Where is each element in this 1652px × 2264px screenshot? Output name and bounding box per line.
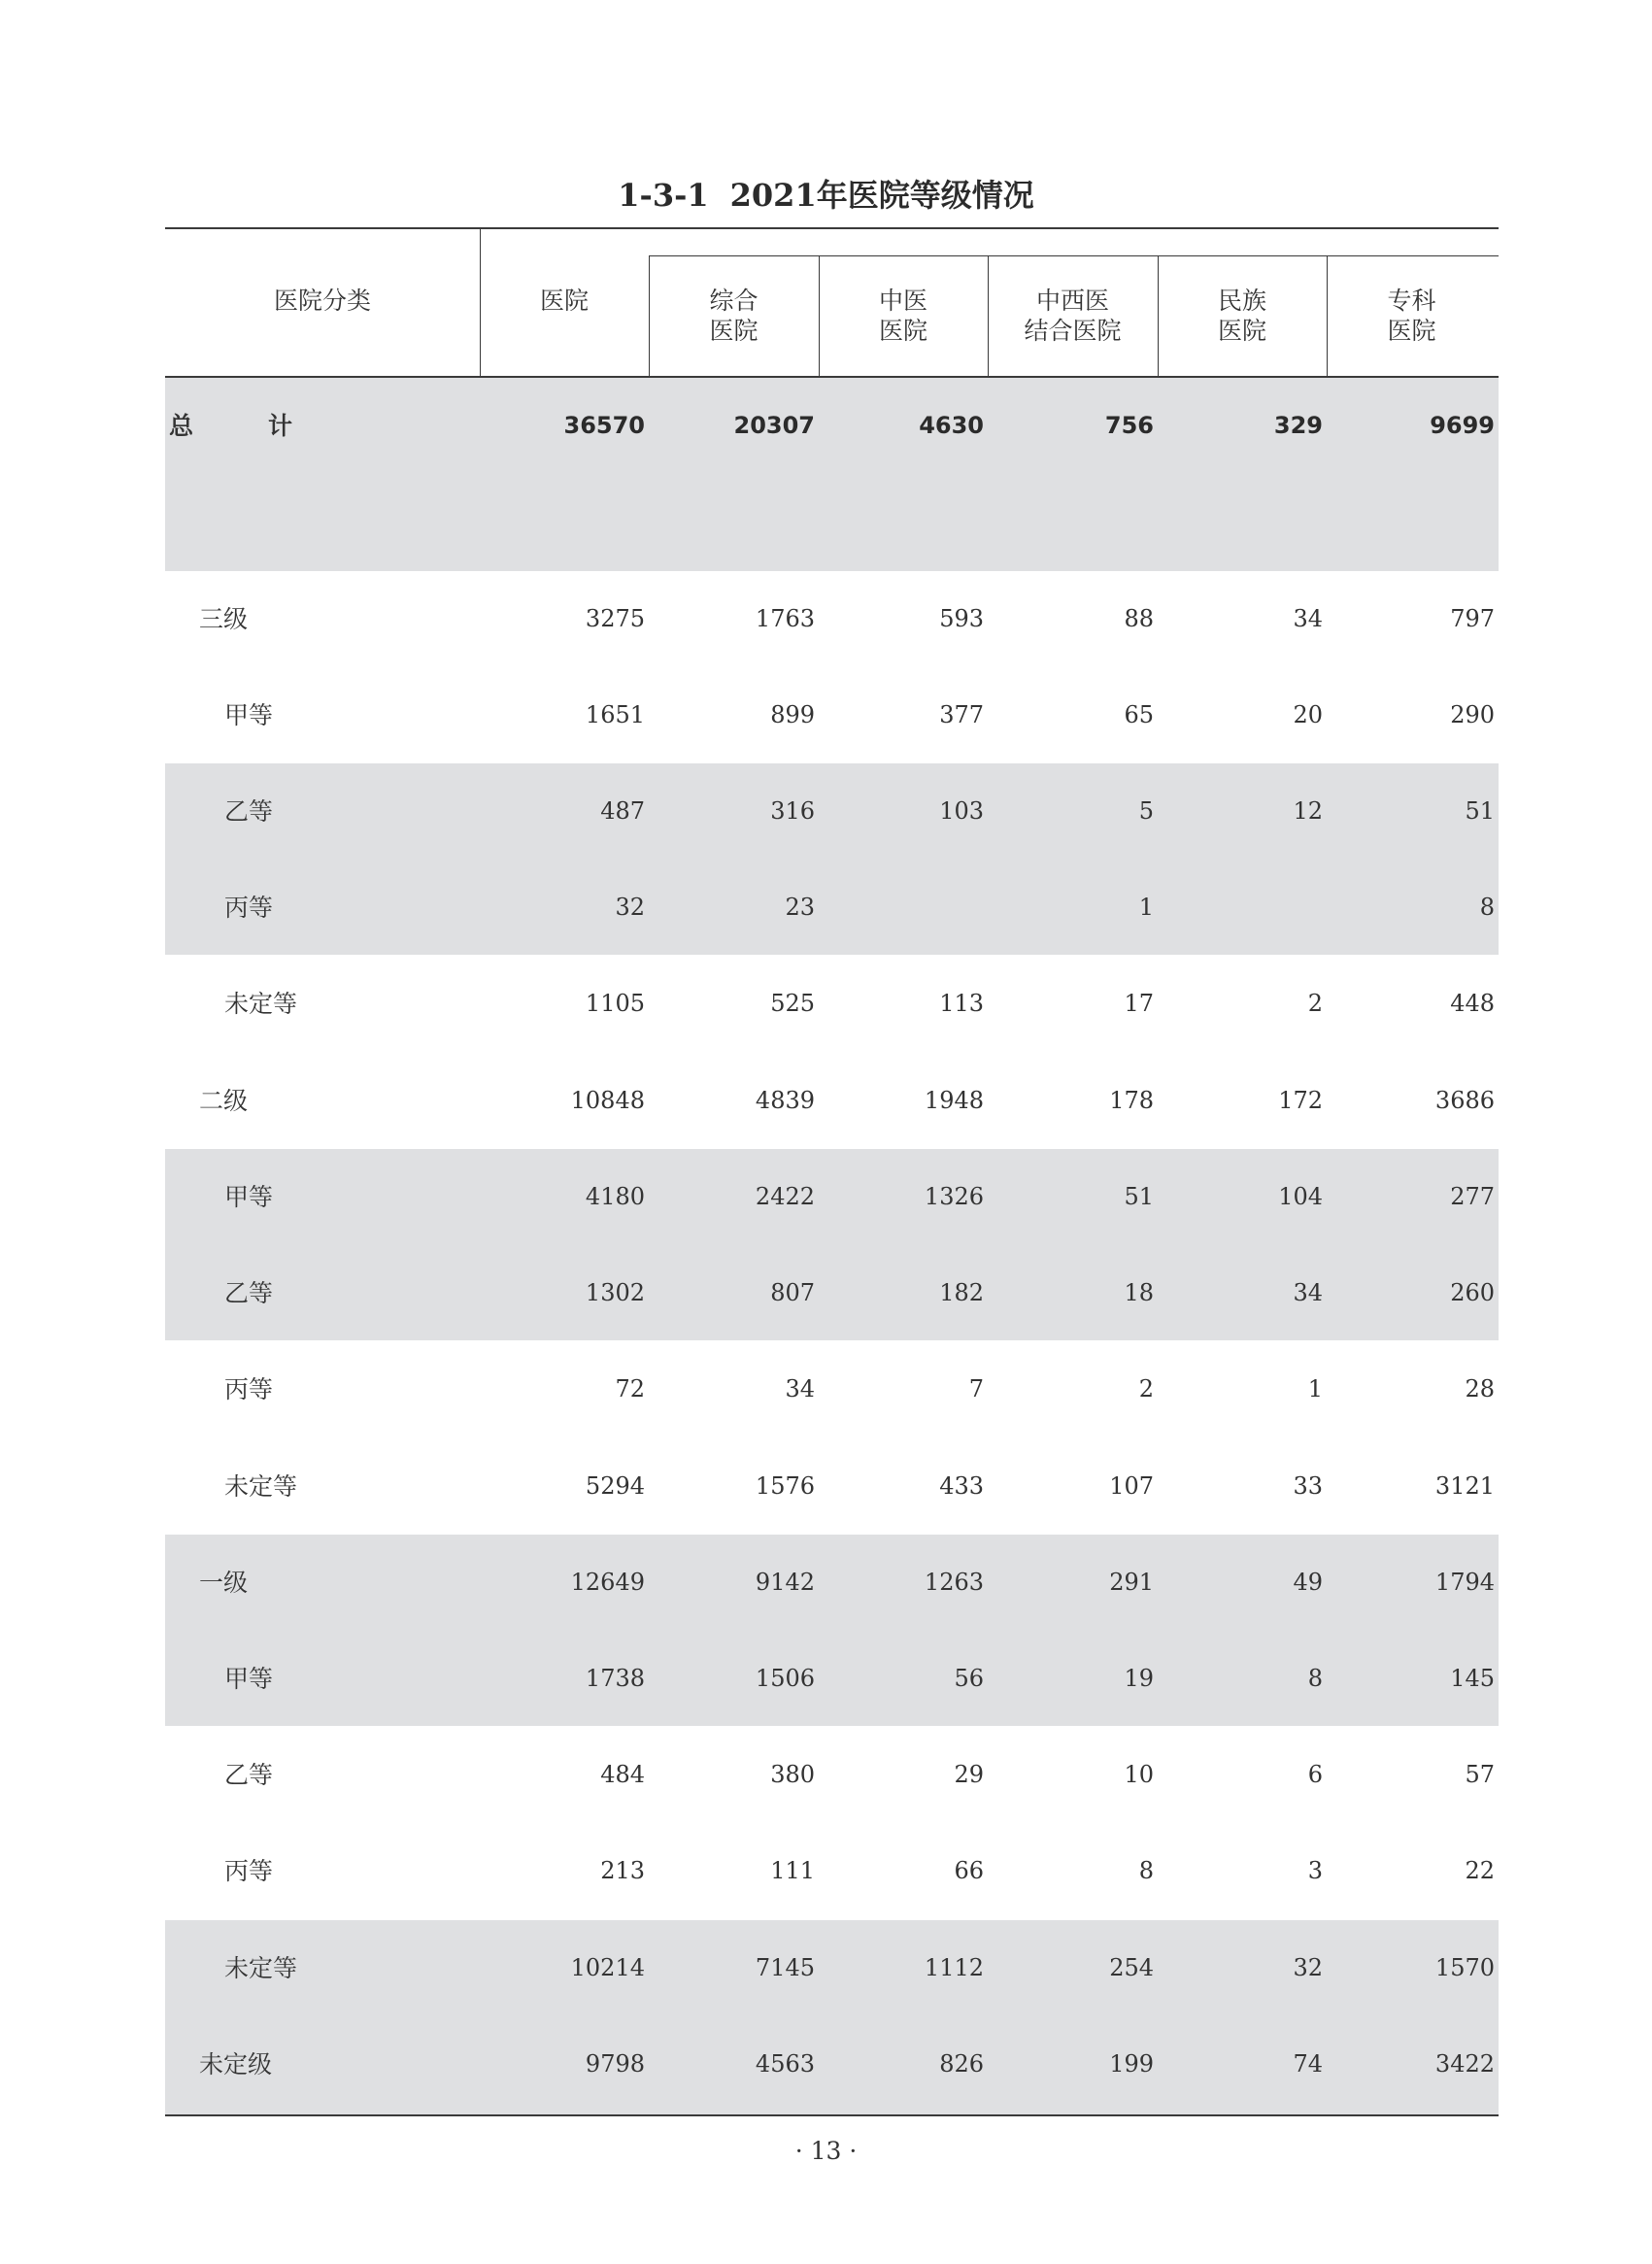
column-group-rule xyxy=(649,255,1499,256)
row-label: 乙等 xyxy=(224,1761,274,1789)
table-cell: 290 xyxy=(1450,701,1495,728)
table-cell: 377 xyxy=(939,701,984,728)
header-column-line: 民族 xyxy=(1217,287,1266,315)
table-cell: 113 xyxy=(939,990,984,1017)
table-cell: 260 xyxy=(1450,1279,1495,1306)
table-cell: 1 xyxy=(1138,894,1154,921)
table-cell: 4839 xyxy=(755,1087,815,1114)
table-cell: 4630 xyxy=(919,412,984,439)
row-label: 三级 xyxy=(199,605,249,633)
header-category: 医院分类 xyxy=(273,287,371,315)
header-column-line: 专科 xyxy=(1387,287,1436,315)
row-label: 甲等 xyxy=(224,1665,274,1693)
table-cell: 826 xyxy=(939,2050,984,2078)
table-cell: 2 xyxy=(1307,990,1323,1017)
table-cell: 448 xyxy=(1450,990,1495,1017)
table-row xyxy=(165,1727,1499,1823)
table-cell: 36570 xyxy=(563,412,645,439)
table-cell: 182 xyxy=(939,1279,984,1306)
table-cell: 17 xyxy=(1124,990,1154,1017)
table-row xyxy=(165,1053,1499,1149)
header-column-line: 综合 xyxy=(709,287,759,315)
row-label: 丙等 xyxy=(224,1375,274,1403)
row-label: 丙等 xyxy=(224,1857,274,1885)
table-cell: 65 xyxy=(1124,701,1154,728)
row-label: 甲等 xyxy=(224,1183,274,1211)
table-row xyxy=(165,1631,1499,1727)
header-column-line: 医院 xyxy=(1387,317,1436,345)
table-cell: 9699 xyxy=(1430,412,1495,439)
header-column-line: 中医 xyxy=(878,287,927,315)
header-column-line: 医院 xyxy=(878,317,927,345)
table-cell: 29 xyxy=(954,1761,984,1788)
table-cell: 72 xyxy=(615,1375,645,1402)
table-row xyxy=(165,667,1499,763)
table-cell: 145 xyxy=(1450,1665,1495,1692)
row-label: 未定等 xyxy=(224,990,298,1018)
bottom-rule xyxy=(165,2114,1499,2116)
table-cell: 277 xyxy=(1450,1183,1495,1210)
table-title-text: 2021年医院等级情况 xyxy=(729,177,1034,214)
table-cell: 66 xyxy=(954,1857,984,1884)
table-cell: 3275 xyxy=(585,605,645,632)
table-cell: 1105 xyxy=(585,990,645,1017)
table-cell: 18 xyxy=(1124,1279,1154,1306)
table-cell: 5 xyxy=(1138,797,1154,825)
table-cell: 899 xyxy=(770,701,815,728)
table-cell: 10 xyxy=(1124,1761,1154,1788)
table-cell: 1738 xyxy=(585,1665,645,1692)
table-cell: 3121 xyxy=(1434,1472,1495,1500)
table-cell: 33 xyxy=(1293,1472,1323,1500)
table-row xyxy=(165,1823,1499,1919)
table-cell: 1948 xyxy=(924,1087,984,1114)
table-cell: 291 xyxy=(1109,1569,1154,1596)
table-cell: 32 xyxy=(1293,1954,1323,1981)
table-cell: 487 xyxy=(600,797,645,825)
table-cell: 56 xyxy=(954,1665,984,1692)
table-row xyxy=(165,1149,1499,1245)
table-cell: 9142 xyxy=(755,1569,815,1596)
table-cell xyxy=(828,860,984,956)
row-label: 乙等 xyxy=(224,797,274,826)
table-cell: 1794 xyxy=(1434,1569,1495,1596)
header-column xyxy=(988,286,1158,346)
table-cell: 103 xyxy=(939,797,984,825)
table-cell: 525 xyxy=(770,990,815,1017)
table-cell: 12 xyxy=(1293,797,1323,825)
table-cell: 5294 xyxy=(585,1472,645,1500)
table-cell: 20307 xyxy=(733,412,815,439)
header-column-line: 医院 xyxy=(539,287,589,315)
table-cell: 4180 xyxy=(585,1183,645,1210)
table-cell: 8 xyxy=(1479,894,1495,921)
table-title xyxy=(0,171,1652,220)
table-cell: 51 xyxy=(1124,1183,1154,1210)
table-row xyxy=(165,860,1499,956)
table-cell: 9798 xyxy=(585,2050,645,2078)
table-cell: 34 xyxy=(1293,1279,1323,1306)
table-cell: 34 xyxy=(785,1375,815,1402)
table-cell: 12649 xyxy=(570,1569,645,1596)
table-cell: 8 xyxy=(1138,1857,1154,1884)
total-row xyxy=(165,378,1499,474)
table-cell: 1576 xyxy=(755,1472,815,1500)
row-label: 二级 xyxy=(199,1087,249,1115)
table-cell: 74 xyxy=(1293,2050,1323,2078)
table-cell: 104 xyxy=(1278,1183,1323,1210)
header-column xyxy=(649,286,819,346)
table-cell: 329 xyxy=(1273,412,1323,439)
table-cell: 49 xyxy=(1293,1569,1323,1596)
table-cell: 1302 xyxy=(585,1279,645,1306)
table-cell: 22 xyxy=(1465,1857,1495,1884)
table-cell: 1506 xyxy=(755,1665,815,1692)
row-label: 丙等 xyxy=(224,894,274,922)
table-cell: 593 xyxy=(939,605,984,632)
row-label: 总 计 xyxy=(169,412,319,440)
table-cell: 797 xyxy=(1450,605,1495,632)
table-cell: 32 xyxy=(615,894,645,921)
table-cell: 1263 xyxy=(924,1569,984,1596)
header-column-line: 结合医院 xyxy=(1024,317,1122,345)
table-cell: 57 xyxy=(1465,1761,1495,1788)
table-cell: 199 xyxy=(1109,2050,1154,2078)
table-cell: 178 xyxy=(1109,1087,1154,1114)
table-cell: 28 xyxy=(1465,1375,1495,1402)
table-cell: 34 xyxy=(1293,605,1323,632)
table-cell: 2 xyxy=(1138,1375,1154,1402)
table-cell: 10848 xyxy=(570,1087,645,1114)
table-cell: 1 xyxy=(1307,1375,1323,1402)
table-cell: 172 xyxy=(1278,1087,1323,1114)
table-row xyxy=(165,2016,1499,2112)
table-row xyxy=(165,1920,1499,2016)
table-cell: 3422 xyxy=(1434,2050,1495,2078)
table-row xyxy=(165,956,1499,1052)
row-label: 甲等 xyxy=(224,701,274,729)
table-cell: 8 xyxy=(1307,1665,1323,1692)
table-cell: 88 xyxy=(1124,605,1154,632)
row-label: 一级 xyxy=(199,1569,249,1597)
header-column xyxy=(1327,286,1497,346)
table-cell: 316 xyxy=(770,797,815,825)
header-column xyxy=(819,286,988,346)
header-column xyxy=(480,286,649,316)
header-column-line: 中西医 xyxy=(1035,287,1109,315)
table-cell: 19 xyxy=(1124,1665,1154,1692)
table-cell: 254 xyxy=(1109,1954,1154,1981)
table-cell: 6 xyxy=(1307,1761,1323,1788)
table-cell: 10214 xyxy=(570,1954,645,1981)
table-row xyxy=(165,1438,1499,1535)
table-row xyxy=(165,1341,1499,1437)
table-cell: 1651 xyxy=(585,701,645,728)
table-cell: 3686 xyxy=(1434,1087,1495,1114)
row-label: 未定等 xyxy=(224,1954,298,1982)
table-cell: 23 xyxy=(785,894,815,921)
top-rule xyxy=(165,227,1499,229)
table-row xyxy=(165,1245,1499,1341)
header-column-line: 医院 xyxy=(709,317,759,345)
table-cell xyxy=(1167,860,1323,956)
table-cell: 213 xyxy=(600,1857,645,1884)
row-label: 未定级 xyxy=(199,2050,273,2078)
table-cell: 1326 xyxy=(924,1183,984,1210)
table-row xyxy=(165,763,1499,860)
header-column-line: 医院 xyxy=(1217,317,1266,345)
table-cell: 3 xyxy=(1307,1857,1323,1884)
table-number: 1-3-1 xyxy=(618,177,709,214)
table-cell: 433 xyxy=(939,1472,984,1500)
table-row xyxy=(165,571,1499,667)
table-cell: 20 xyxy=(1293,701,1323,728)
table-cell: 7145 xyxy=(755,1954,815,1981)
header-column xyxy=(1158,286,1327,346)
table-cell: 51 xyxy=(1465,797,1495,825)
table-cell: 484 xyxy=(600,1761,645,1788)
table-row xyxy=(165,1535,1499,1631)
row-label: 未定等 xyxy=(224,1472,298,1501)
table-cell: 807 xyxy=(770,1279,815,1306)
table-cell: 2422 xyxy=(755,1183,815,1210)
table-cell: 4563 xyxy=(755,2050,815,2078)
table-cell: 1112 xyxy=(924,1954,984,1981)
table-cell: 756 xyxy=(1104,412,1154,439)
row-label: 乙等 xyxy=(224,1279,274,1307)
table-cell: 1763 xyxy=(755,605,815,632)
table-cell: 107 xyxy=(1109,1472,1154,1500)
table-cell: 111 xyxy=(770,1857,815,1884)
table-cell: 380 xyxy=(770,1761,815,1788)
table-cell: 1570 xyxy=(1434,1954,1495,1981)
page-number: · 13 · xyxy=(794,2137,858,2165)
table-cell: 7 xyxy=(968,1375,984,1402)
